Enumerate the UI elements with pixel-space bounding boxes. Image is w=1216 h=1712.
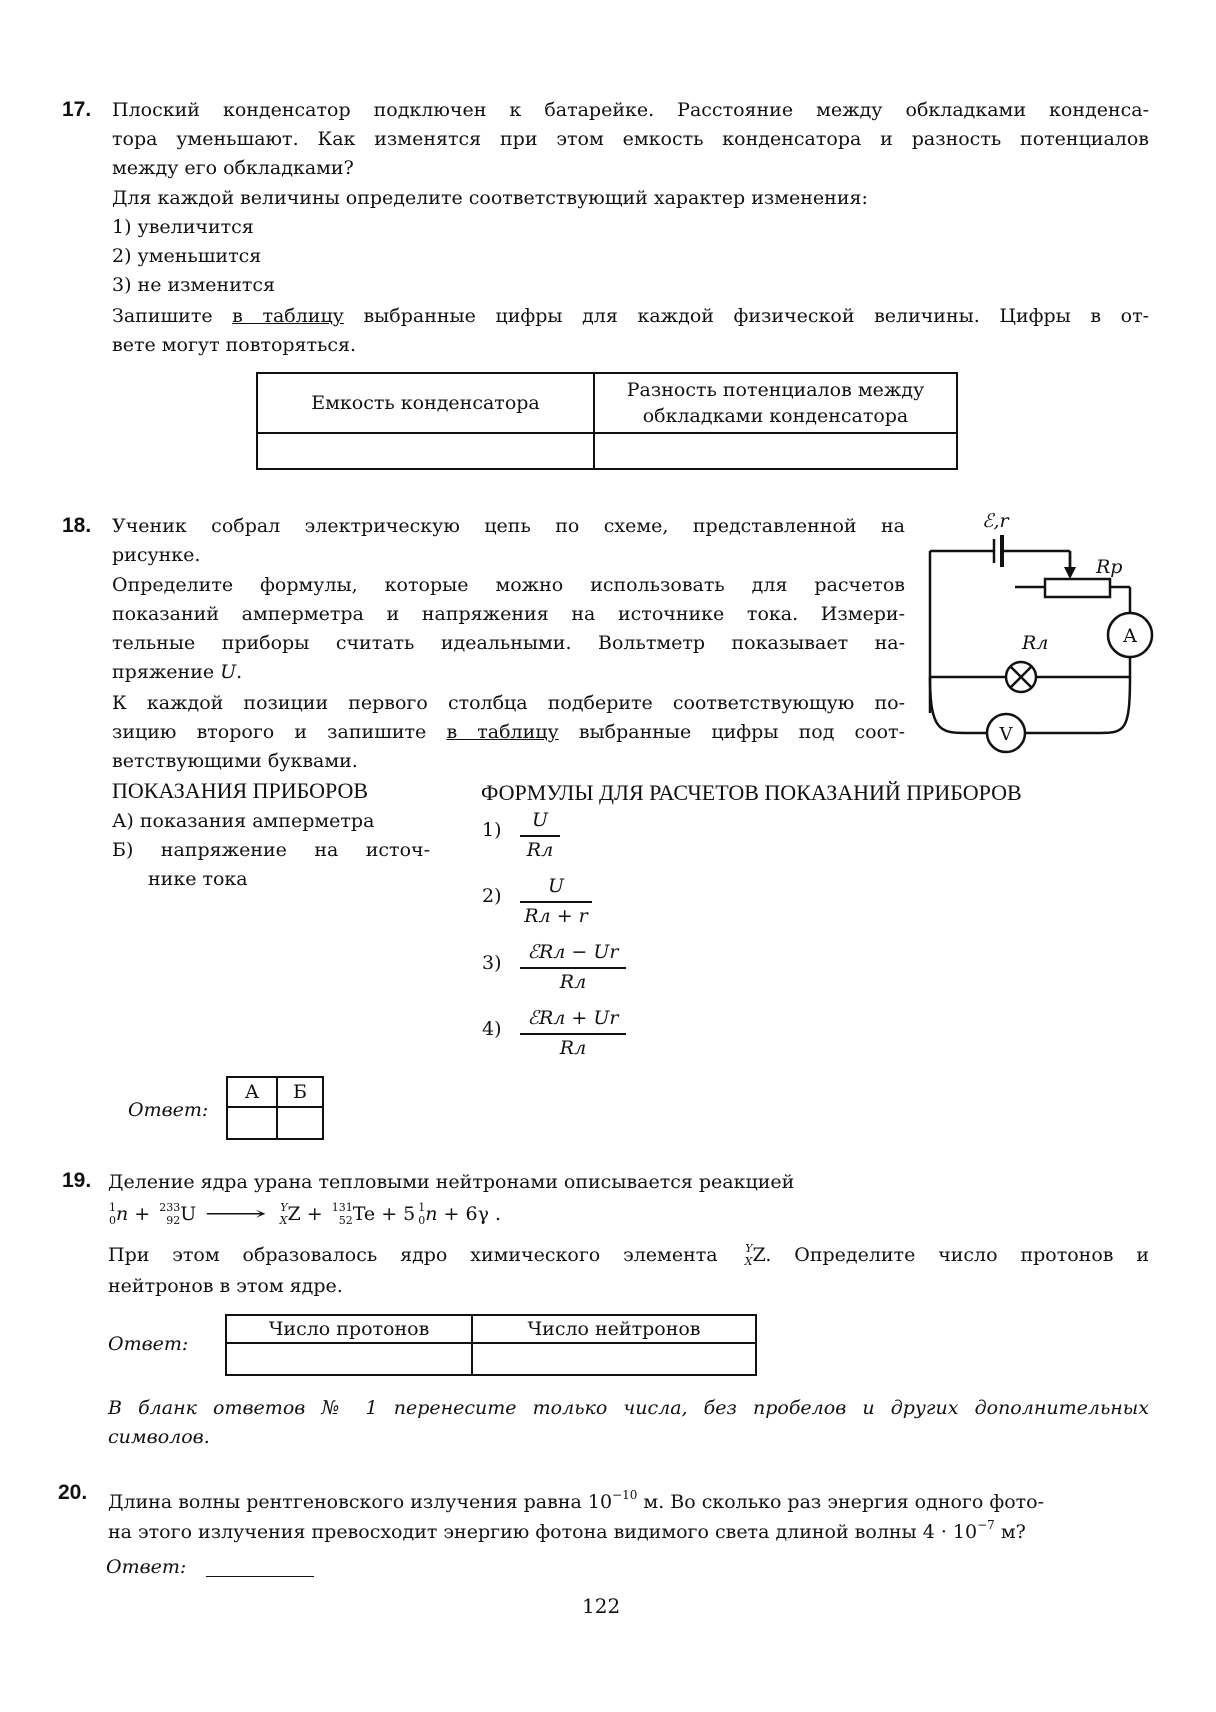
q20-number: 20. [58,1481,88,1504]
formula-3-numerator: ℰRл − Ur [527,941,619,963]
q19-line-1: Деление ядра урана тепловыми нейтронами описывается реакцией [108,1171,795,1193]
neutron-symbol: n [116,1203,129,1225]
element-z-iso [740,1241,752,1270]
q19-answer-cell-protons[interactable] [226,1343,472,1375]
q20-answer-label: Ответ: [106,1556,187,1578]
formula-4-denominator: Rл [559,1037,587,1059]
uranium-symbol: U [180,1203,197,1225]
z-iso [276,1200,288,1229]
ammeter-icon [1108,613,1152,657]
formula-3-denominator: Rл [559,971,587,993]
uranium-charge: 92 [166,1214,181,1227]
element-z-charge: X [744,1255,753,1268]
battery-icon [994,535,1002,567]
q19-answer-cell-neutrons[interactable] [472,1343,756,1375]
neutron2-iso [415,1200,425,1229]
q20-line-1-exp: −10 [612,1488,638,1502]
q17-number: 17. [62,98,92,121]
q17-line-1: Плоский конденсатор подключен к батарейке. Расстояние между обкладками конденса- [112,99,1149,121]
ammeter-label: A [1123,625,1137,647]
q17-instr-post: выбранные цифры для каждой физической величины. Цифры в от- [343,305,1149,327]
q20-line-2-exp: −7 [977,1518,995,1532]
q20-line-2 [108,1511,1026,1547]
formula-1-label: 1) [482,819,502,841]
q18-line-8 [112,718,905,747]
formula-2-numerator: U [547,875,564,897]
q18-line-6-pre: пряжение [112,661,221,683]
q18-line-1: Ученик собрал электрическую цепь по схеме, представленной на [112,515,905,537]
formula-2 [520,872,592,932]
q18-line-3: Определите формулы, которые можно использовать для расчетов [112,574,905,596]
formula-2-label: 2) [482,885,502,907]
q18-line-8-pre: зицию второго и запишите [112,721,447,743]
q19-number: 19. [62,1169,92,1192]
voltmeter-icon [987,714,1025,752]
q17-line-2: тора уменьшают. Как изменятся при этом емкость конденсатора и разность потенциалов [112,128,1149,150]
q19-col-neutrons: Число нейтронов [472,1315,756,1343]
q18-line-9: ветствующими буквами. [112,750,358,772]
lamp-label: Rл [1022,632,1049,654]
q17-line-4: Для каждой величины определите соответствующий характер изменения: [112,187,868,209]
q18-number: 18. [62,514,92,537]
plus-3: + 5 [375,1203,416,1225]
q18-answer-label: Ответ: [128,1099,209,1121]
neutron-mass: 1 [109,1201,116,1214]
element-z-mass: Y [745,1242,753,1255]
z-symbol: Z [287,1203,301,1225]
q17-col-capacitance: Емкость конденсатора [257,373,594,433]
q17-option-3: 3) не изменится [112,274,276,296]
q17-instruction-2: вете могут повторяться. [112,334,357,356]
q19-line-2 [108,1241,1149,1270]
q18-line-2: рисунке. [112,544,201,566]
source-label: ℰ,r [982,510,1009,532]
q17-col-potential [594,373,957,433]
q18-line-6-post: . [236,661,243,683]
formula-1-denominator: Rл [526,839,554,861]
uranium-iso [156,1200,180,1229]
lamp-icon [1006,662,1036,692]
z-charge: X [279,1214,288,1227]
q18-left-item-b: Б) напряжение на источ- [112,839,430,861]
q19-reaction [106,1200,501,1229]
q18-answer-col-b: Б [277,1077,323,1107]
q18-answer-cell-b[interactable] [277,1107,323,1139]
q17-option-1: 1) увеличится [112,216,254,238]
q17-instr-pre: Запишите [112,305,233,327]
uranium-mass: 233 [159,1201,181,1214]
q18-line-7: К каждой позиции первого столбца подберите соответствующую по- [112,692,905,714]
neutron-iso [106,1200,116,1229]
q19-line-3: нейтронов в этом ядре. [108,1275,343,1297]
formula-2-denominator: Rл + r [524,905,588,927]
plus-1: + [128,1203,157,1225]
q17-option-2: 2) уменьшится [112,245,262,267]
q20-line-1-pre: Длина волны рентгеновского излучения равна 10 [108,1491,613,1513]
q18-line-8-link: в таблицу [446,721,559,743]
z-mass: Y [280,1201,288,1214]
q18-var-u: U [220,661,237,683]
q19-line-2-pre: При этом образовалось ядро химического элемента [108,1244,741,1266]
q17-col-potential-line2: обкладками конденсатора [642,405,909,427]
q20-line-2-pre: на этого излучения превосходит энергию фотона видимого света длиной волны 4 · 10 [108,1521,978,1543]
q19-answer-label: Ответ: [108,1333,189,1355]
formula-4-label: 4) [482,1018,502,1040]
formula-4-numerator: ℰRл + Ur [527,1007,619,1029]
q18-left-item-a: А) показания амперметра [112,810,375,832]
circuit-diagram [920,505,1180,765]
neutron2-symbol: n [425,1203,438,1225]
te-symbol: Te [352,1203,376,1225]
q20-answer-line[interactable] [206,1576,314,1577]
q18-left-item-b-cont: нике тока [148,868,248,890]
q18-answer-col-a: А [227,1077,277,1107]
q17-instruction-1 [112,302,1149,331]
formula-1 [520,806,560,866]
formula-1-numerator: U [531,809,548,831]
q18-line-4: показаний амперметра и напряжения на источнике тока. Измери- [112,603,905,625]
q18-line-5: тельные приборы считать идеальными. Вольтметр показывает на- [112,632,905,654]
q18-line-6 [112,658,242,687]
reaction-arrow: ⟶ [204,1203,268,1225]
q20-line-1-post: м. Во сколько раз энергия одного фото- [637,1491,1045,1513]
formula-3 [520,938,626,998]
te-mass: 131 [331,1201,353,1214]
q18-answer-cell-a[interactable] [227,1107,277,1139]
q19-answer-table [225,1314,757,1376]
q17-instr-link: в таблицу [232,305,344,327]
neutron2-charge: 0 [418,1214,426,1227]
formula-4 [520,1004,626,1064]
plus-2: + [300,1203,329,1225]
page-number: 122 [582,1594,621,1618]
reaction-tail: + 6γ . [437,1203,502,1225]
q18-left-column-title: ПОКАЗАНИЯ ПРИБОРОВ [112,778,369,803]
q19-note-line-1: В бланк ответов № 1 перенесите только числа, без пробелов и других дополнительных [108,1397,1149,1419]
q18-answer-table [226,1076,324,1140]
q20-line-2-post: м? [994,1521,1026,1543]
q17-line-3: между его обкладками? [112,157,354,179]
rheostat-label: Rр [1096,556,1123,578]
q18-line-8-post: выбранные цифры под соот- [558,721,905,743]
q19-col-protons: Число протонов [226,1315,472,1343]
q19-note-line-2: символов. [108,1426,210,1448]
neutron2-mass: 1 [418,1201,426,1214]
q18-right-column-title: ФОРМУЛЫ ДЛЯ РАСЧЕТОВ ПОКАЗАНИЙ ПРИБОРОВ [481,780,1022,805]
q17-answer-table [256,372,958,470]
voltmeter-label: V [999,724,1013,745]
neutron-charge: 0 [109,1214,116,1227]
q17-answer-cell-1[interactable] [257,433,594,469]
q17-answer-cell-2[interactable] [594,433,957,469]
te-charge: 52 [338,1214,353,1227]
te-iso [329,1200,353,1229]
formula-3-label: 3) [482,952,502,974]
q19-line-2-post: Z. Определите число протонов и [752,1244,1149,1266]
q17-col-potential-line1: Разность потенциалов между [626,379,925,401]
